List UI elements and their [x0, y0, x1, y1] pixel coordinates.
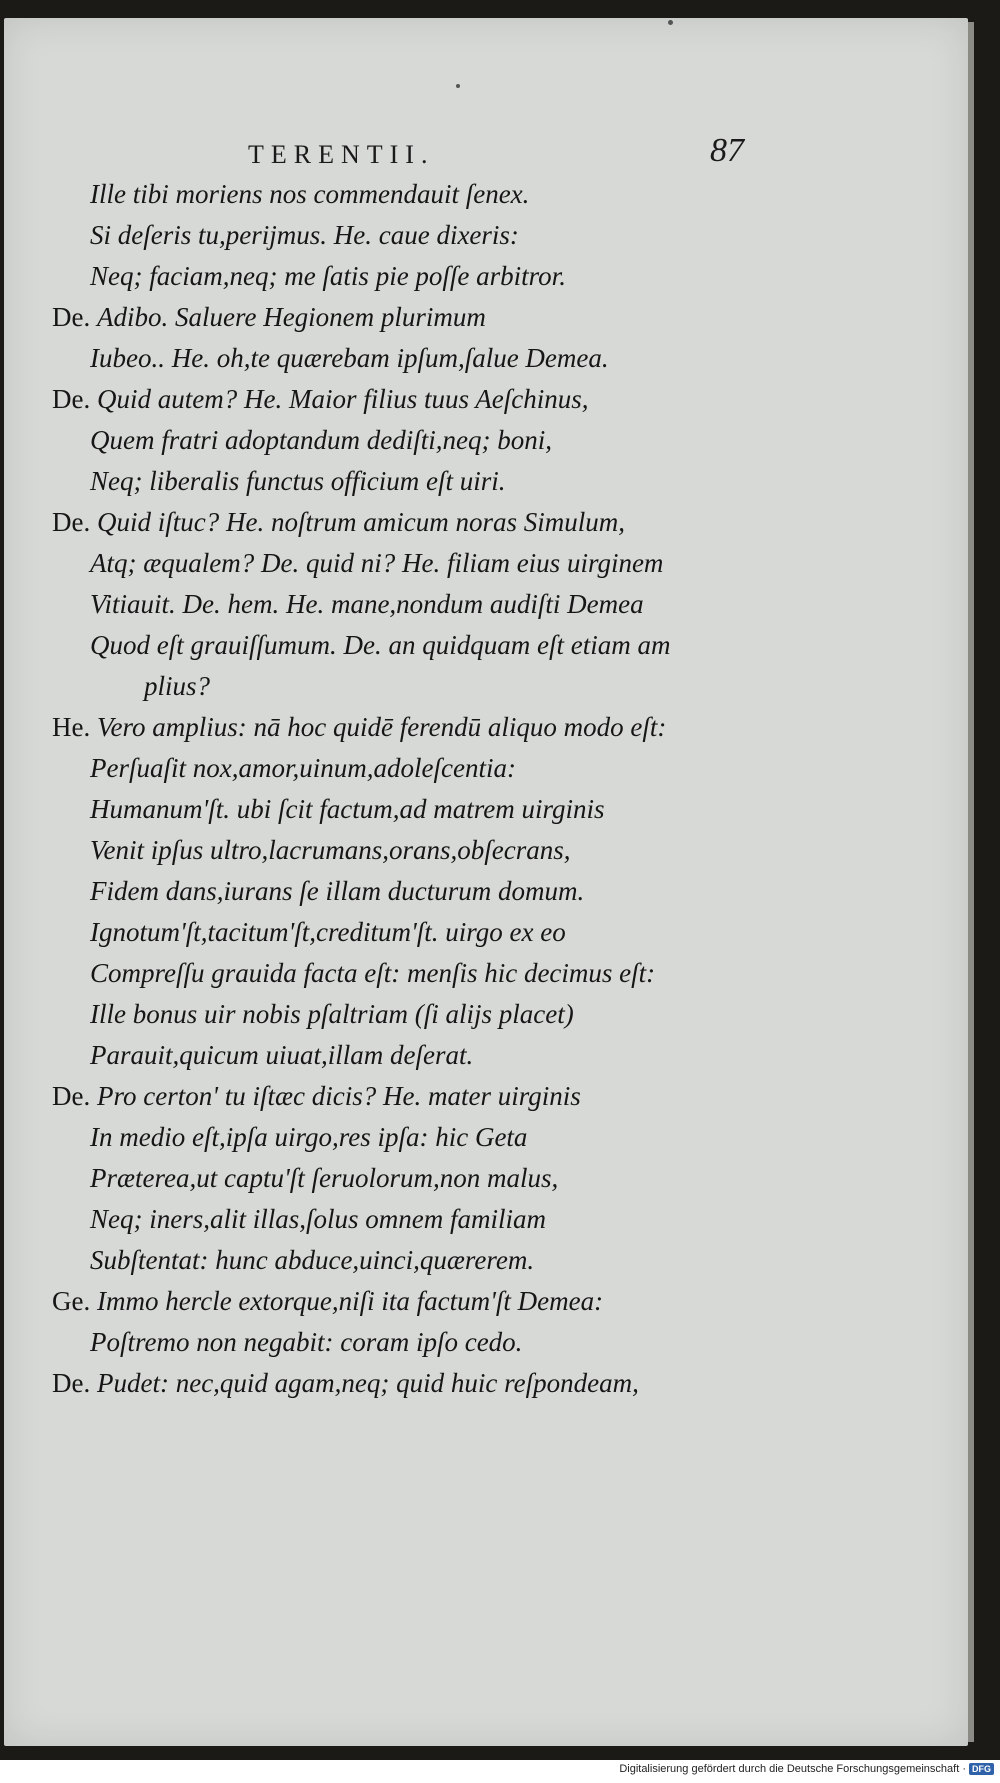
- line-text: Vitiauit. De. hem. He. mane,nondum audiſti Demea: [90, 589, 644, 619]
- running-title: TERENTII.: [248, 140, 435, 169]
- speaker-label: De.: [52, 507, 97, 537]
- line-text: Pudet: nec,quid agam,neq; quid huic reſpondeam,: [96, 1368, 639, 1398]
- text-line: [4, 666, 968, 707]
- text-line: [4, 707, 968, 748]
- line-text: Compreſſu grauida facta eſt: menſis hic decimus eſt:: [90, 958, 656, 988]
- line-text: Ignotum'ſt,tacitum'ſt,creditum'ſt. uirgo ex eo: [90, 917, 566, 947]
- text-line: [4, 748, 968, 789]
- text-line: [4, 1199, 968, 1240]
- text-line: [4, 830, 968, 871]
- dfg-logo: DFG: [969, 1763, 994, 1775]
- line-text: Neq; iners,alit illas,ſolus omnem familiam: [90, 1204, 546, 1234]
- text-line: [4, 1076, 968, 1117]
- line-text: Poſtremo non negabit: coram ipſo cedo.: [90, 1327, 523, 1357]
- line-text: Neq; liberalis functus officium eſt uiri.: [90, 466, 506, 496]
- line-text: Atq; æqualem? De. quid ni? He. filiam eius uirginem: [90, 548, 664, 578]
- line-text: Venit ipſus ultro,lacrumans,orans,obſecrans,: [90, 835, 571, 865]
- speaker-label: De.: [52, 302, 97, 332]
- speaker-label: De.: [52, 1081, 97, 1111]
- line-text: Subſtentat: hunc abduce,uinci,quærerem.: [90, 1245, 535, 1275]
- page-number: 87: [710, 132, 744, 169]
- text-line: [4, 1322, 968, 1363]
- line-text: Iubeo.. He. oh,te quærebam ipſum,ſalue Demea.: [90, 343, 609, 373]
- line-text: Parauit,quicum uiuat,illam deſerat.: [90, 1040, 474, 1070]
- text-line: [4, 1117, 968, 1158]
- line-text: Ille tibi moriens nos commendauit ſenex.: [90, 179, 530, 209]
- line-text: Quid autem? He. Maior filius tuus Aeſchinus,: [96, 384, 589, 414]
- page-edge: [968, 22, 974, 1742]
- text-line: [4, 174, 968, 215]
- line-text: Neq; faciam,neq; me ſatis pie poſſe arbitror.: [90, 261, 566, 291]
- page-header: [4, 132, 968, 176]
- text-line: [4, 256, 968, 297]
- speaker-label: He.: [52, 712, 97, 742]
- line-text: Præterea,ut captu'ſt ſeruolorum,non malus,: [90, 1163, 559, 1193]
- text-line: [4, 1035, 968, 1076]
- funding-credit: [619, 1763, 994, 1775]
- text-line: [4, 1240, 968, 1281]
- funding-credit-text: Digitalisierung gefördert durch die Deutsche Forschungsgemeinschaft ·: [619, 1763, 966, 1775]
- book-page: [4, 18, 968, 1746]
- speaker-label: De.: [52, 384, 97, 414]
- line-text: Pro certon' tu iſtæc dicis? He. mater uirginis: [96, 1081, 581, 1111]
- line-text: Fidem dans,iurans ſe illam ducturum domum.: [90, 876, 585, 906]
- text-line: [4, 420, 968, 461]
- text-line: [4, 1158, 968, 1199]
- speaker-label: Ge.: [52, 1286, 97, 1316]
- text-line: [4, 871, 968, 912]
- text-line: [4, 502, 968, 543]
- text-line: [4, 953, 968, 994]
- text-line: [4, 625, 968, 666]
- line-text: Perſuaſit nox,amor,uinum,adoleſcentia:: [90, 753, 516, 783]
- text-line: [4, 297, 968, 338]
- text-line: [4, 543, 968, 584]
- line-text: Quem fratri adoptandum dediſti,neq; boni,: [90, 425, 552, 455]
- line-text: Quod eſt grauiſſumum. De. an quidquam eſt etiam am: [90, 630, 671, 660]
- text-line: [4, 379, 968, 420]
- text-line: [4, 215, 968, 256]
- ink-speck: [668, 20, 673, 25]
- text-line: [4, 1363, 968, 1404]
- line-text: Immo hercle extorque,niſi ita factum'ſt Demea:: [96, 1286, 604, 1316]
- verse-text-block: [4, 174, 968, 1404]
- line-text: Si deſeris tu,perijmus. He. caue dixeris:: [90, 220, 519, 250]
- line-text: Adibo. Saluere Hegionem plurimum: [96, 302, 486, 332]
- line-text: plius?: [144, 671, 211, 701]
- text-line: [4, 338, 968, 379]
- line-text: In medio eſt,ipſa uirgo,res ipſa: hic Geta: [90, 1122, 528, 1152]
- line-text: Ille bonus uir nobis pſaltriam (ſi alijs placet): [90, 999, 574, 1029]
- ink-speck: [456, 84, 460, 88]
- footer-bar: [0, 1760, 1000, 1783]
- text-line: [4, 584, 968, 625]
- line-text: Quid iſtuc? He. noſtrum amicum noras Simulum,: [96, 507, 625, 537]
- text-line: [4, 994, 968, 1035]
- text-line: [4, 461, 968, 502]
- line-text: Vero amplius: nā hoc quidē ferendū aliquo modo eſt:: [96, 712, 667, 742]
- text-line: [4, 912, 968, 953]
- line-text: Humanum'ſt. ubi ſcit factum,ad matrem uirginis: [90, 794, 605, 824]
- text-line: [4, 1281, 968, 1322]
- speaker-label: De.: [52, 1368, 97, 1398]
- text-line: [4, 789, 968, 830]
